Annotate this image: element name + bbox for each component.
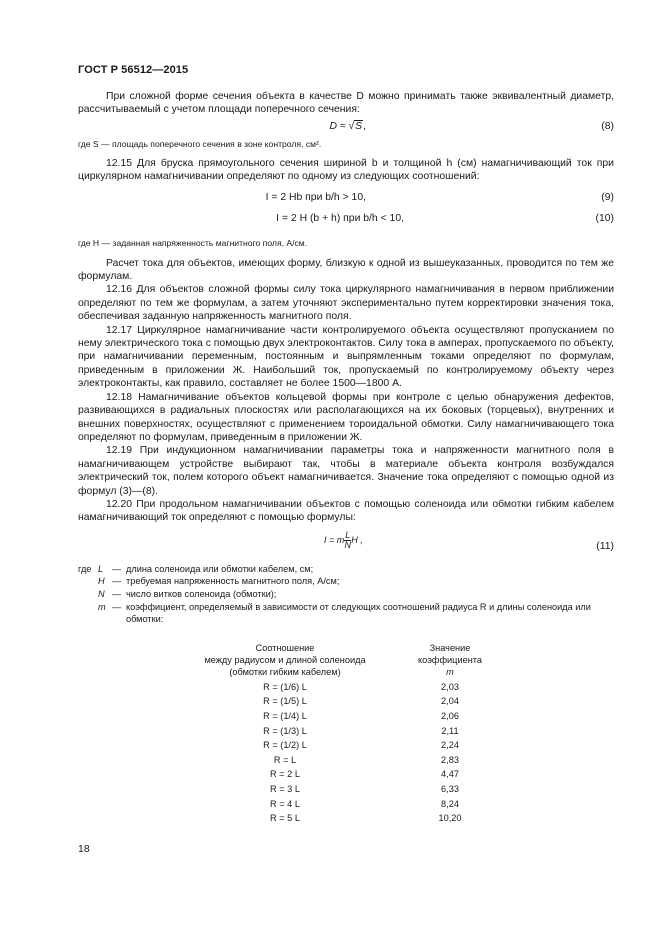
- definition-text: число витков соленоида (обмотки);: [126, 588, 277, 599]
- where-label: где: [78, 563, 92, 574]
- value-cell: 4,47: [441, 769, 459, 780]
- ratio-cell: R = (1/5) L: [263, 696, 307, 707]
- formula-8-radicand: S: [355, 120, 363, 132]
- table-row: [170, 724, 500, 739]
- ratio-cell: R = (1/6) L: [263, 681, 307, 692]
- value-cell: 2,24: [441, 740, 459, 751]
- dash: —: [112, 588, 122, 599]
- ratio-cell: R = 3 L: [270, 783, 300, 794]
- formula-9-expression: I = 2 Hb при b/h > 10,: [265, 191, 366, 203]
- paragraph-12-20: 12.20 При продольном намагничивании объектов с помощью соленоида или обмотки гибким кабелем намагничивающий ток определяют с помощью формулы:: [78, 498, 614, 524]
- dash: —: [112, 563, 122, 574]
- value-cell: 8,24: [441, 798, 459, 809]
- value-cell: 2,83: [441, 754, 459, 765]
- table-row: [170, 680, 500, 695]
- formula-8-tail: ,: [363, 120, 366, 132]
- ratio-cell: R = (1/3) L: [263, 725, 307, 736]
- value-cell: 2,06: [441, 710, 459, 721]
- definition-text: длина соленоида или обмотки кабелем, см;: [126, 563, 314, 574]
- formula-10-expression: I = 2 H (b + h) при b/h < 10,: [276, 212, 404, 224]
- table-row: [170, 710, 500, 725]
- document-header: ГОСТ Р 56512—2015: [78, 64, 189, 76]
- table-row: [170, 768, 500, 783]
- paragraph-similar-shapes: Расчет тока для объектов, имеющих форму, близкую к одной из вышеуказанных, проводится по тем же формулам.: [78, 257, 614, 283]
- dash: —: [112, 601, 122, 612]
- table-row: [170, 783, 500, 798]
- header-coefficient: Значение коэффициента m: [418, 643, 482, 677]
- ratio-cell: R = L: [273, 754, 297, 765]
- ratio-cell: R = 5 L: [270, 813, 300, 824]
- definition-row: [78, 588, 614, 601]
- definition-row: [78, 601, 614, 626]
- formula-9-number: (9): [601, 191, 614, 203]
- symbol-definitions: [78, 563, 614, 626]
- fraction-numerator: L: [345, 529, 351, 540]
- paragraph-equivalent-diameter: При сложной форме сечения объекта в качестве D можно принимать также эквивалентный диаметр, рассчитываемый с учетом площади поперечного сечения:: [78, 91, 614, 116]
- table-header: [170, 643, 500, 678]
- table-row: [170, 739, 500, 754]
- formula-11: [78, 531, 614, 559]
- ratio-cell: R = (1/2) L: [263, 740, 307, 751]
- formula-10: [78, 212, 614, 226]
- formula-11-lhs: I = m: [324, 534, 345, 545]
- symbol: L: [98, 563, 104, 574]
- formula-10-number: (10): [595, 212, 614, 224]
- value-cell: 2,04: [441, 696, 459, 707]
- paragraph-12-17: 12.17 Циркулярное намагничивание части контролируемого объекта осуществляют пропусканием по нему электрического тока с помощью двух электроконтактов. Силу тока в амперах, пропускаемого по объекту, при намагничивании переменным, постоянным и выпрямленным токами определяют по формулам, приведенным в приложении Ж. Наибольший ток, пропускаемый по контролируемому объекту через электроконтакты, как правило, составляет не более 1500—1800 А.: [78, 324, 614, 390]
- ratio-cell: R = 4 L: [270, 798, 300, 809]
- definition-text: коэффициент, определяемый в зависимости от следующих соотношений радиуса R и длины соленоида или обмотки:: [126, 601, 591, 625]
- formula-8-number: (8): [601, 120, 614, 132]
- header-ratio: Соотношение между радиусом и длиной соленоида (обмотки гибким кабелем): [204, 643, 366, 677]
- page-body: [78, 88, 614, 626]
- table-body: [170, 680, 500, 826]
- note-area-definition: где S — площадь поперечного сечения в зоне контроля, см².: [78, 138, 322, 149]
- dash: —: [112, 576, 122, 587]
- fraction-denominator: N: [344, 539, 352, 550]
- ratio-cell: R = 2 L: [270, 769, 300, 780]
- value-cell: 2,11: [441, 725, 459, 736]
- sqrt-sign: √: [348, 120, 355, 132]
- formula-9: [78, 191, 614, 205]
- paragraph-12-18: 12.18 Намагничивание объектов кольцевой формы при контроле с целью обнаружения дефектов, развивающихся в радиальных плоскостях или располагающихся на их боковых (торцевых), внутренних и внешних поверхностях, осуществляют с применением тороидальной обмотки. Силу намагничивающего тока определяют по формулам, приведенным в приложении Ж.: [78, 391, 614, 443]
- ratio-cell: R = (1/4) L: [263, 710, 307, 721]
- value-cell: 2,03: [441, 681, 459, 692]
- formula-11-expression: [324, 531, 363, 550]
- symbol: H: [98, 576, 105, 587]
- formula-11-number: (11): [596, 540, 614, 552]
- table-row: [170, 695, 500, 710]
- note-field-strength: где H — заданная напряженность магнитного поля, А/см.: [78, 237, 308, 248]
- formula-8-lhs: D ≈: [329, 120, 349, 132]
- coefficient-table: [170, 643, 500, 826]
- definition-text: требуемая напряженность магнитного поля, А/см;: [126, 576, 340, 587]
- page-number: 18: [78, 843, 90, 855]
- value-cell: 6,33: [441, 783, 459, 794]
- value-cell: 10,20: [438, 813, 462, 824]
- formula-8-expression: [329, 120, 366, 133]
- symbol: m: [98, 601, 106, 612]
- definition-row: [78, 563, 614, 576]
- symbol: N: [98, 588, 105, 599]
- paragraph-12-15: 12.15 Для бруска прямоугольного сечения шириной b и толщиной h (см) намагничивающий ток при циркулярном намагничивании определяют по одному из следующих соотношений:: [78, 157, 614, 183]
- table-row: [170, 797, 500, 812]
- table-row: [170, 753, 500, 768]
- definition-row: [78, 575, 614, 588]
- formula-11-rhs: H ,: [351, 534, 363, 545]
- paragraph-12-19: 12.19 При индукционном намагничивании параметры тока и напряженности магнитного поля в намагничивающем устройстве выбирают так, чтобы в материале объекта контроля возбуждался электрический ток, полем которого объект намагничивается. Значение тока определяют с помощью одной из формул (3)—(8).: [78, 445, 614, 497]
- table-row: [170, 812, 500, 827]
- formula-8: [78, 120, 614, 134]
- paragraph-12-16: 12.16 Для объектов сложной формы силу тока циркулярного намагничивания в первом приближении определяют по тем же формулам, а затем уточняют экспериментально путем корректировки значения тока, обеспечивая заданную напряженность магнитного поля.: [78, 284, 614, 323]
